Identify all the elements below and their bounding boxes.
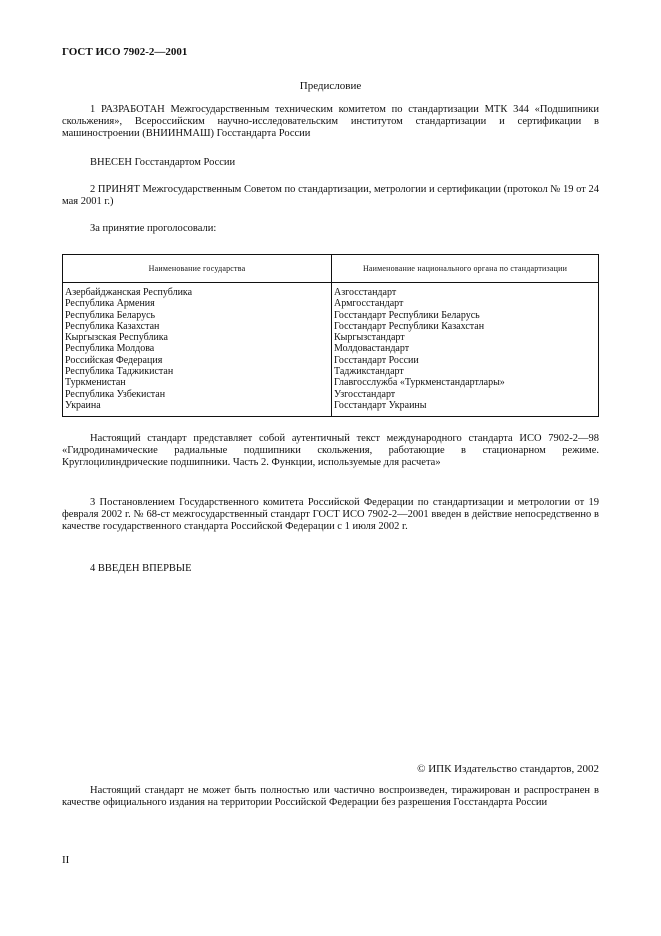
table-cell-state: Республика Казахстан bbox=[65, 320, 160, 332]
table-cell-state: Кыргызская Республика bbox=[65, 332, 168, 344]
table-cell-body: Узгосстандарт bbox=[334, 388, 396, 400]
table-cell-body: Азгосстандарт bbox=[334, 287, 397, 298]
table-cell-body: Госстандарт Украины bbox=[334, 399, 427, 411]
table-cell-body: Армгосстандарт bbox=[334, 298, 404, 310]
copyright-line: © ИПК Издательство стандартов, 2002 bbox=[417, 763, 599, 775]
reproduction-notice-text: Настоящий стандарт не может быть полностью или частично воспроизведен, тиражирован и распространен в качестве официального издания на территории Российской Федерации без разрешения Госстандарта России bbox=[62, 785, 599, 808]
column-header-state: Наименование государства bbox=[63, 255, 332, 283]
paragraph-authentic bbox=[62, 433, 599, 469]
table-cell-body: Госстандарт России bbox=[334, 354, 419, 366]
section-title: Предисловие bbox=[299, 80, 362, 92]
table-cell-body: Госстандарт Республики Беларусь bbox=[334, 309, 480, 321]
paragraph-voted bbox=[62, 223, 599, 235]
table-cell-body: Главгосслужба «Туркменстандартлары» bbox=[334, 377, 505, 389]
paragraph-voted-text: За принятие проголосовали: bbox=[90, 223, 217, 234]
bodies-column bbox=[332, 283, 599, 417]
table-cell-body: Молдовастандарт bbox=[334, 343, 410, 355]
table-cell-state: Республика Таджикистан bbox=[65, 366, 174, 378]
table-body-row bbox=[63, 283, 599, 417]
table-cell-state: Республика Узбекистан bbox=[65, 388, 166, 400]
table-cell-state: Республика Беларусь bbox=[65, 309, 156, 321]
paragraph-first-introduced-text: 4 ВВЕДЕН ВПЕРВЫЕ bbox=[90, 563, 192, 574]
table-cell-state: Азербайджанская Республика bbox=[65, 287, 193, 298]
table-cell-body: Таджикстандарт bbox=[334, 366, 404, 378]
paragraph-first-introduced bbox=[62, 563, 599, 575]
voting-states-table bbox=[62, 254, 599, 417]
table-cell-state: Республика Армения bbox=[65, 298, 155, 310]
table-cell-state: Туркменистан bbox=[65, 377, 126, 389]
table-cell-body: Госстандарт Республики Казахстан bbox=[334, 320, 485, 332]
paragraph-developed bbox=[62, 104, 599, 140]
table-cell-body: Кыргызстандарт bbox=[334, 332, 405, 344]
column-header-body: Наименование национального органа по стандартизации bbox=[332, 255, 599, 283]
paragraph-introduced bbox=[62, 157, 599, 169]
paragraph-resolution bbox=[62, 497, 599, 533]
states-column bbox=[63, 283, 332, 417]
paragraph-developed-text: 1 РАЗРАБОТАН Межгосударственным техническим комитетом по стандартизации МТК 344 «Подшипники скольжения», Всероссийским научно-исследовательским институтом стандартизации и сертификации в машиностроении (ВНИИНМАШ) Госстандарта России bbox=[62, 104, 599, 139]
document-header: ГОСТ ИСО 7902-2—2001 bbox=[62, 46, 188, 58]
paragraph-introduced-text: ВНЕСЕН Госстандартом России bbox=[90, 157, 236, 168]
page-number: II bbox=[62, 854, 70, 866]
table-cell-state: Республика Молдова bbox=[65, 343, 155, 355]
reproduction-notice bbox=[62, 785, 599, 809]
table-header-row bbox=[63, 255, 599, 283]
table-cell-state: Украина bbox=[65, 399, 101, 411]
paragraph-adopted-text: 2 ПРИНЯТ Межгосударственным Советом по стандартизации, метрологии и сертификации (протокол № 19 от 24 мая 2001 г.) bbox=[62, 184, 599, 207]
table-cell-state: Российская Федерация bbox=[65, 354, 163, 366]
paragraph-authentic-text: Настоящий стандарт представляет собой аутентичный текст международного стандарта ИСО 7902-2—98 «Гидродинамические радиальные подшипники скольжения, работающие в стационарном режиме. Круглоцилиндрические подшипники. Часть 2. Функции, используемые для расчета» bbox=[62, 433, 599, 468]
paragraph-resolution-text: 3 Постановлением Государственного комитета Российской Федерации по стандартизации и метрологии от 19 февраля 2002 г. № 68-ст межгосударственный стандарт ГОСТ ИСО 7902-2—2001 введен в действие непосредственно в качестве государственного стандарта Российской Федерации с 1 июля 2002 г. bbox=[62, 497, 599, 532]
paragraph-adopted bbox=[62, 184, 599, 208]
